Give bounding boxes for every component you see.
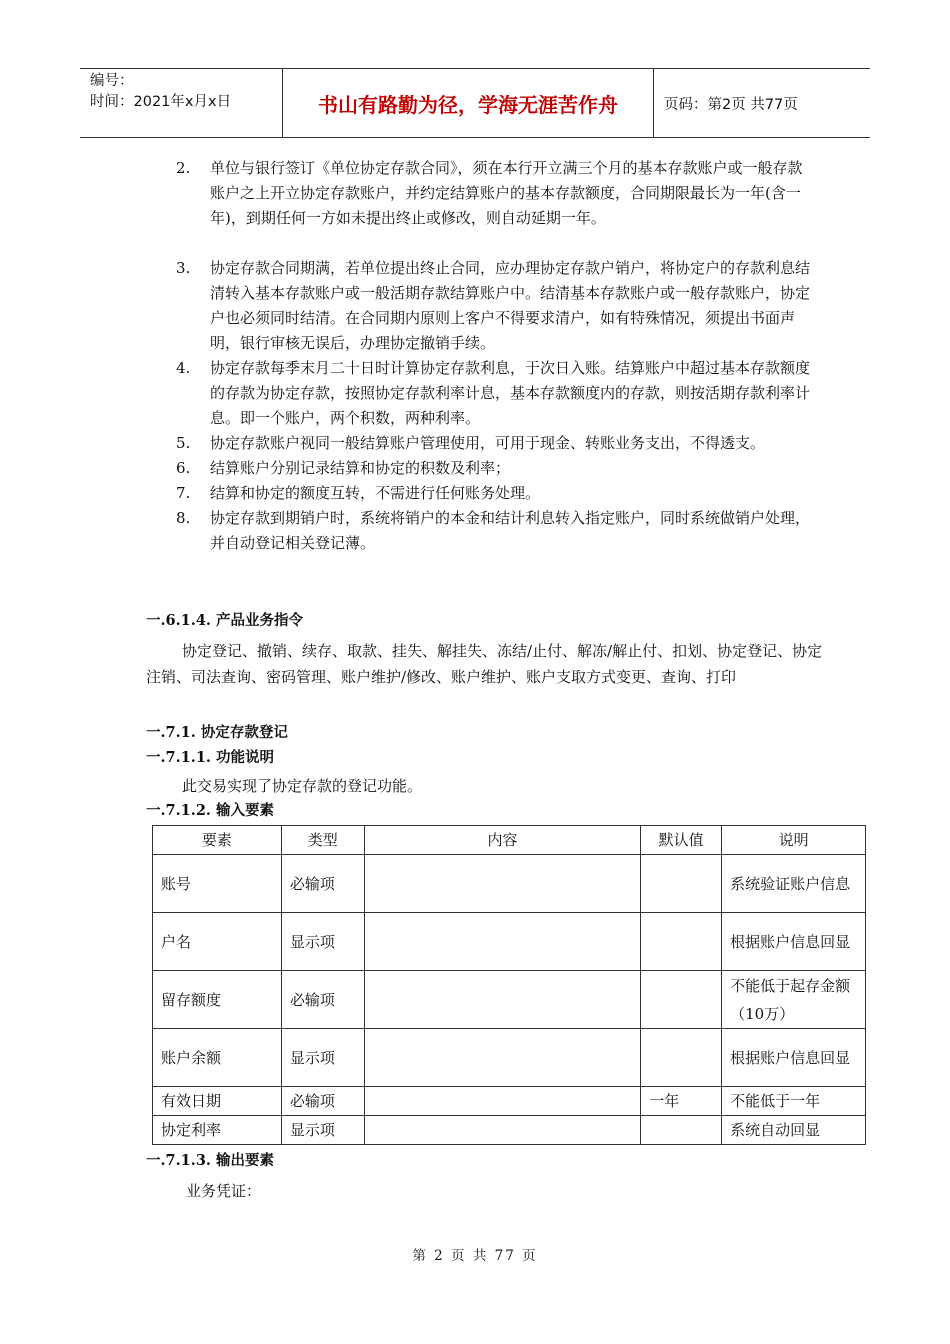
table-cell: 根据账户信息回显 bbox=[722, 1029, 866, 1087]
list-item bbox=[176, 356, 816, 431]
table-cell bbox=[364, 1029, 641, 1087]
table-cell: 系统验证账户信息 bbox=[722, 855, 866, 913]
table-cell: 不能低于起存金额（10万） bbox=[722, 971, 866, 1029]
table-cell: 系统自动回显 bbox=[722, 1116, 866, 1145]
page-header bbox=[80, 68, 870, 138]
table-row bbox=[153, 855, 866, 913]
table-cell bbox=[364, 971, 641, 1029]
table-cell: 必输项 bbox=[281, 971, 364, 1029]
section-text-7-1-1: 此交易实现了协定存款的登记功能。 bbox=[182, 777, 423, 795]
header-time-label: 时间：2021年x月x日 bbox=[90, 94, 232, 110]
table-cell: 显示项 bbox=[281, 1029, 364, 1087]
table-cell: 必输项 bbox=[281, 855, 364, 913]
section-heading-7-1-3: 一.7.1.3. 输出要素 bbox=[146, 1152, 275, 1169]
table-row bbox=[153, 913, 866, 971]
table-cell: 不能低于一年 bbox=[722, 1087, 866, 1116]
header-meta bbox=[80, 69, 283, 137]
table-cell bbox=[641, 913, 722, 971]
table-header-cell: 要素 bbox=[153, 826, 282, 855]
table-cell bbox=[641, 971, 722, 1029]
list-item-text: 单位与银行签订《单位协定存款合同》，须在本行开立满三个月的基本存款账户或一般存款账户之上开立协定存款账户，并约定结算账户的基本存款额度，合同期限最长为一年(含一年)，到期任何一方如未提出终止或修改，则自动延期一年。 bbox=[210, 159, 803, 227]
table-row bbox=[153, 1029, 866, 1087]
table-cell bbox=[641, 1029, 722, 1087]
list-item bbox=[176, 481, 816, 506]
list-item-text: 协定存款合同期满，若单位提出终止合同，应办理协定存款户销户，将协定户的存款利息结清转入基本存款账户或一般活期存款结算账户中。结清基本存款账户或一般存款账户，协定户也必须同时结清。在合同期内原则上客户不得要求清户，如有特殊情况，须提出书面声明，银行审核无误后，办理协定撤销手续。 bbox=[210, 259, 811, 352]
section-heading-7-1-2: 一.7.1.2. 输入要素 bbox=[146, 802, 275, 819]
list-item bbox=[176, 431, 816, 456]
list-item-number: 3. bbox=[176, 259, 191, 277]
list-item-text: 结算账户分别记录结算和协定的积数及利率； bbox=[210, 459, 511, 477]
list-item-text: 协定存款到期销户时，系统将销户的本金和结计利息转入指定账户，同时系统做销户处理，并自动登记相关登记薄。 bbox=[210, 509, 811, 552]
header-number-label: 编号： bbox=[90, 73, 134, 89]
input-elements-table bbox=[152, 825, 866, 1145]
list-item-number: 4. bbox=[176, 359, 191, 377]
table-cell: 账号 bbox=[153, 855, 282, 913]
section-text-7-1-3: 业务凭证： bbox=[186, 1182, 262, 1200]
list-item-number: 6. bbox=[176, 459, 191, 477]
numbered-list bbox=[176, 156, 816, 556]
list-item bbox=[176, 156, 816, 231]
section-heading-6-1-4: 一.6.1.4. 产品业务指令 bbox=[146, 612, 304, 629]
list-item-number: 5. bbox=[176, 434, 191, 452]
table-cell: 协定利率 bbox=[153, 1116, 282, 1145]
list-item-text: 协定存款账户视同一般结算账户管理使用，可用于现金、转账业务支出，不得透支。 bbox=[210, 434, 766, 452]
list-item-number: 7. bbox=[176, 484, 191, 502]
header-page-info: 页码：第2页 共77页 bbox=[664, 96, 798, 113]
table-header-cell: 类型 bbox=[281, 826, 364, 855]
list-item bbox=[176, 506, 816, 556]
list-item bbox=[176, 456, 816, 481]
section-text-6-1-4: 协定登记、撤销、续存、取款、挂失、解挂失、冻结/止付、解冻/解止付、扣划、协定登记、协定注销、司法查询、密码管理、账户维护/修改、账户维护、账户支取方式变更、查询、打印 bbox=[146, 642, 823, 686]
table-cell: 留存额度 bbox=[153, 971, 282, 1029]
table-cell: 根据账户信息回显 bbox=[722, 913, 866, 971]
list-item-number: 8. bbox=[176, 509, 191, 527]
list-item bbox=[176, 256, 816, 356]
table-cell: 显示项 bbox=[281, 1116, 364, 1145]
section-heading-7-1: 一.7.1. 协定存款登记 bbox=[146, 724, 288, 741]
table-row bbox=[153, 1087, 866, 1116]
table-cell: 户名 bbox=[153, 913, 282, 971]
page-footer: 第 2 页 共 77 页 bbox=[412, 1248, 538, 1264]
table-cell bbox=[364, 913, 641, 971]
table-cell bbox=[364, 855, 641, 913]
table-cell bbox=[364, 1116, 641, 1145]
table-cell: 有效日期 bbox=[153, 1087, 282, 1116]
table-cell bbox=[641, 1116, 722, 1145]
table-cell bbox=[364, 1087, 641, 1116]
section-heading-7-1-1: 一.7.1.1. 功能说明 bbox=[146, 749, 275, 766]
table-header-cell: 内容 bbox=[364, 826, 641, 855]
table-header-row bbox=[153, 826, 866, 855]
table-cell: 必输项 bbox=[281, 1087, 364, 1116]
table-row bbox=[153, 1116, 866, 1145]
table-header-cell: 说明 bbox=[722, 826, 866, 855]
list-item-text: 结算和协定的额度互转，不需进行任何账务处理。 bbox=[210, 484, 541, 502]
table-row bbox=[153, 971, 866, 1029]
list-item-number: 2. bbox=[176, 159, 191, 177]
table-cell: 一年 bbox=[641, 1087, 722, 1116]
list-item-text: 协定存款每季末月二十日时计算协定存款利息，于次日入账。结算账户中超过基本存款额度的存款为协定存款，按照协定存款利率计息，基本存款额度内的存款，则按活期存款利率计息。即一个账户，两个积数，两种利率。 bbox=[210, 359, 811, 427]
table-cell: 显示项 bbox=[281, 913, 364, 971]
header-motto: 书山有路勤为径，学海无涯苦作舟 bbox=[283, 69, 654, 137]
table-cell: 账户余额 bbox=[153, 1029, 282, 1087]
table-header-cell: 默认值 bbox=[641, 826, 722, 855]
table-cell bbox=[641, 855, 722, 913]
